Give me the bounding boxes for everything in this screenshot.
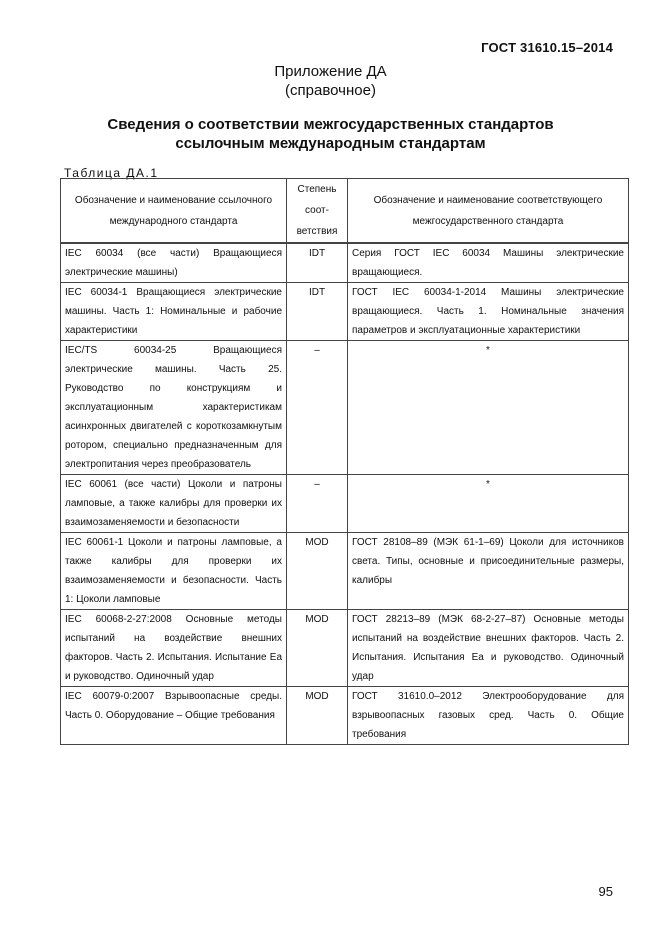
table-caption: Таблица ДА.1	[64, 166, 159, 180]
cell-gost: ГОСТ 31610.0–2012 Электрооборудование для взрывоопасных газовых сред. Часть 0. Общие требования	[348, 687, 629, 745]
cell-gost: Серия ГОСТ IEC 60034 Машины электрические вращающиеся.	[348, 243, 629, 283]
appendix-title: Приложение ДА	[274, 63, 387, 80]
table-row	[61, 533, 629, 610]
section-title-line-2: ссылочным международным стандартам	[175, 135, 486, 152]
table-header-row	[61, 179, 629, 244]
cell-ref: IEC 60061 (все части) Цоколи и патроны ламповые, а также калибры для проверки их взаимозаменяемости и безопасности	[61, 475, 287, 533]
table-row	[61, 475, 629, 533]
cell-ref: IEC 60034-1 Вращающиеся электрические машины. Часть 1: Номинальные и рабочие характеристики	[61, 283, 287, 341]
table-row	[61, 341, 629, 475]
cell-ref: IEC 60034 (все части) Вращающиеся электрические машины)	[61, 243, 287, 283]
correspondence-table	[60, 178, 629, 745]
section-title-line-1: Сведения о соответствии межгосударственных стандартов	[107, 116, 554, 133]
cell-gost: *	[348, 341, 629, 475]
appendix-subtitle: (справочное)	[285, 82, 376, 99]
appendix-heading	[0, 62, 661, 100]
section-title	[0, 115, 661, 153]
page-number: 95	[598, 884, 613, 899]
cell-ref: IEC/TS 60034-25 Вращающиеся электрические машины. Часть 25. Руководство по конструкциям и эксплуатационным характеристикам асинхронных двигателей с короткозамкнутым ротором, специально предназначенным для электропитания через преобразователь	[61, 341, 287, 475]
header-ref-standard: Обозначение и наименование ссылочного международного стандарта	[61, 179, 287, 244]
table-row	[61, 243, 629, 283]
cell-gost: ГОСТ IEC 60034-1-2014 Машины электрические вращающиеся. Часть 1. Номинальные значения параметров и эксплуатационные характеристики	[348, 283, 629, 341]
cell-gost: ГОСТ 28108–89 (МЭК 61-1–69) Цоколи для источников света. Типы, основные и присоединительные размеры, калибры	[348, 533, 629, 610]
header-gost-standard: Обозначение и наименование соответствующего межгосударственного стандарта	[348, 179, 629, 244]
cell-gost: ГОСТ 28213–89 (МЭК 68-2-27–87) Основные методы испытаний на воздействие внешних факторов. Часть 2. Испытания. Испытания Ea и руководство. Одиночный удар	[348, 610, 629, 687]
cell-ref: IEC 60061-1 Цоколи и патроны ламповые, а также калибры для проверки их взаимозаменяемости и безопасности. Часть 1: Цоколи ламповые	[61, 533, 287, 610]
cell-ref: IEC 60079-0:2007 Взрывоопасные среды. Часть 0. Оборудование – Общие требования	[61, 687, 287, 745]
cell-degree: –	[287, 475, 348, 533]
table-row	[61, 687, 629, 745]
cell-degree: –	[287, 341, 348, 475]
cell-ref: IEC 60068-2-27:2008 Основные методы испытаний на воздействие внешних факторов. Часть 2. Испытания. Испытание Ea и руководство. Одиночный удар	[61, 610, 287, 687]
standard-designation: ГОСТ 31610.15–2014	[481, 40, 613, 55]
cell-degree: IDT	[287, 243, 348, 283]
cell-degree: MOD	[287, 533, 348, 610]
table-row	[61, 283, 629, 341]
cell-gost: *	[348, 475, 629, 533]
cell-degree: IDT	[287, 283, 348, 341]
cell-degree: MOD	[287, 687, 348, 745]
header-degree: Степень соот-ветствия	[287, 179, 348, 244]
table-row	[61, 610, 629, 687]
cell-degree: MOD	[287, 610, 348, 687]
